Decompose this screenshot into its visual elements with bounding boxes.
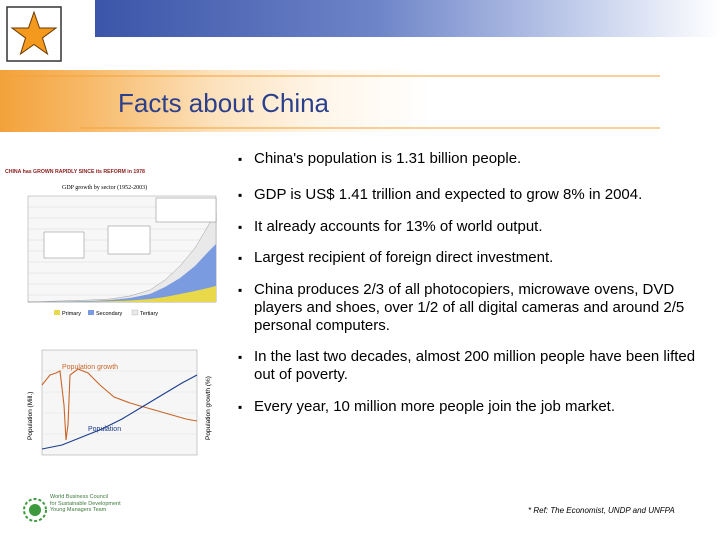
- population-chart: [22, 345, 212, 470]
- bullet-marker-icon: ▪: [238, 251, 243, 265]
- star-icon: [6, 6, 62, 62]
- population-growth-label: Population growth: [62, 364, 119, 371]
- bullet-marker-icon: ▪: [238, 283, 243, 297]
- page-title: Facts about China: [118, 88, 330, 118]
- bullet-item: ▪ China produces 2/3 of all photocopiers, microwave ovens, DVD players and shoes, over 1/2 of all digital cameras and around 2/5 personal computers.: [238, 281, 685, 334]
- bullet-marker-icon: ▪: [238, 152, 243, 166]
- footnote: * Ref: The Economist, UNDP and UNFPA: [528, 506, 675, 515]
- top-gradient-bar: [95, 0, 720, 37]
- population-ylabel-right: Population growth (%): [205, 376, 212, 440]
- legend-secondary: Secondary: [96, 311, 123, 317]
- legend-primary: Primary: [62, 311, 81, 317]
- population-label: Population: [88, 426, 122, 433]
- legend-tertiary: Tertiary: [140, 311, 159, 317]
- bullet-marker-icon: ▪: [238, 188, 243, 202]
- bullet-marker-icon: ▪: [238, 220, 243, 234]
- gdp-chart-title: CHINA has GROWN RAPIDLY SINCE its REFORM in 1978: [5, 169, 145, 175]
- logo-text: World Business Council for Sustainable Development Young Managers Team: [50, 494, 121, 513]
- bullet-item: ▪ Largest recipient of foreign direct investment.: [238, 249, 554, 266]
- gdp-chart-subtitle: GDP growth by sector (1952-2003): [62, 185, 148, 191]
- bullet-marker-icon: ▪: [238, 350, 243, 364]
- bullet-item: ▪ GDP is US$ 1.41 trillion and expected to grow 8% in 2004.: [238, 186, 643, 203]
- bullet-item: ▪ Every year, 10 million more people join the job market.: [238, 398, 616, 415]
- bullet-item: ▪ China's population is 1.31 billion people.: [238, 150, 522, 167]
- bullet-list: [234, 150, 704, 416]
- title-rules: [0, 70, 720, 132]
- bullet-marker-icon: ▪: [238, 400, 243, 414]
- gdp-chart: [0, 160, 218, 330]
- bullet-item: ▪ It already accounts for 13% of world output.: [238, 218, 543, 235]
- bullet-item: ▪ In the last two decades, almost 200 million people have been lifted out of poverty.: [238, 348, 696, 383]
- population-ylabel-left: Population (Mill.): [27, 391, 34, 440]
